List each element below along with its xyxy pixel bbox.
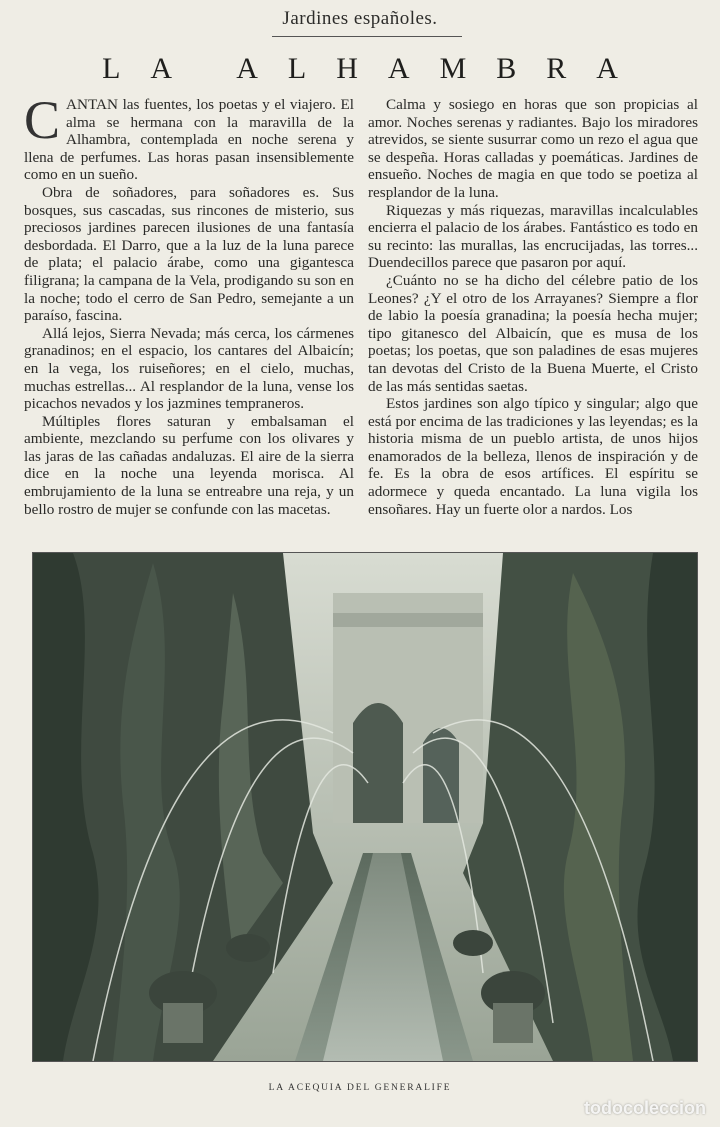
- kicker-underline: [272, 36, 462, 37]
- article-title: LA ALHAMBRA: [102, 52, 648, 85]
- photo-caption: LA ACEQUIA DEL GENERALIFE: [268, 1083, 452, 1093]
- paragraph: ¿Cuánto no se ha dicho del célebre patio de los Leones? ¿Y el otro de los Arrayanes? Siempre a flor de labio la poesía granadina; la poesía hecha mujer; tipo gitanesco del Albaicín, que es musa de los poetas; los poetas, que son paladines de esas mujeres tan devotas del Cristo de la Buena Muerte, el Cristo de las más sentidas saetas.: [368, 271, 698, 395]
- paragraph: Múltiples flores saturan y embalsaman el ambiente, mezclando su perfume con los olivares y las jaras de las cañadas andaluzas. El aire de la sierra dice en la noche una leyenda morisca. Al embrujamiento de la luna se entreabre una reja, y un bello rostro de mujer se confunde con las macetas.: [24, 412, 354, 518]
- lead-word: ANTAN: [66, 96, 118, 113]
- drop-cap: C: [24, 90, 61, 150]
- section-kicker: Jardines españoles.: [282, 8, 438, 29]
- paragraph: Obra de soñadores, para soñadores es. Sus bosques, sus cascadas, sus rincones de misterio, sus preciosos jardines parecen ilusiones de una fantasía desbordada. El Darro, que a la luz de la luna parece de plata; el palacio árabe, como una gigantesca filigrana; la campana de la Vela, prodigando su son en la noche; todo el cerro de San Pedro, semejante a un paraíso, fascina.: [24, 183, 354, 325]
- paragraph: Estos jardines son algo típico y singular; algo que está por encima de las tradiciones y las leyendas; es la historia misma de un pueblo artista, de unos hijos enamorados de la belleza, llenos de inspiración y de fe. Es la obra de esos artífices. El espíritu se adormece y queda encantado. La luna vigila los ensoñares. Hay un fuerte olor a nardos. Los: [368, 395, 698, 518]
- paragraph: Allá lejos, Sierra Nevada; más cerca, los cármenes granadinos; en el espacio, los cantares del Albaicín; en la vega, los ruiseñores; en el cielo, muchas, muchas estrellas... Al resplandor de la luna, vense los picachos nevados y los jazmines tempraneros.: [24, 324, 354, 413]
- column-left: [24, 90, 354, 538]
- photo-illustration: [33, 553, 697, 1061]
- garden-photograph: [32, 552, 698, 1062]
- paragraph-text: las fuentes, los poetas y el viajero. El alma se hermana con la maravilla de la Alhambra, contemplada en noche serena y llena de perfumes. Las horas pasan insensiblemente como en un sueño.: [24, 96, 354, 184]
- article-body: [24, 90, 698, 538]
- column-right: [368, 96, 698, 538]
- paragraph: Calma y sosiego en horas que son propicias al amor. Noches serenas y radiantes. Bajo los miradores atrevidos, se siente susurrar como un rezo el agua que se despeña. Horas calladas y poemáticas. Jardines de ensueño. Noches de magia en que todo se poetiza al resplandor de la luna.: [368, 96, 698, 201]
- paragraph: [24, 90, 354, 184]
- watermark: todocoleccion: [583, 1098, 706, 1118]
- paragraph: Riquezas y más riquezas, maravillas incalculables encierra el palacio de los árabes. Fantástico es todo en su recinto: las murallas, las encrucijadas, las torres... Duendecillos parece que pasaron por aquí.: [368, 201, 698, 272]
